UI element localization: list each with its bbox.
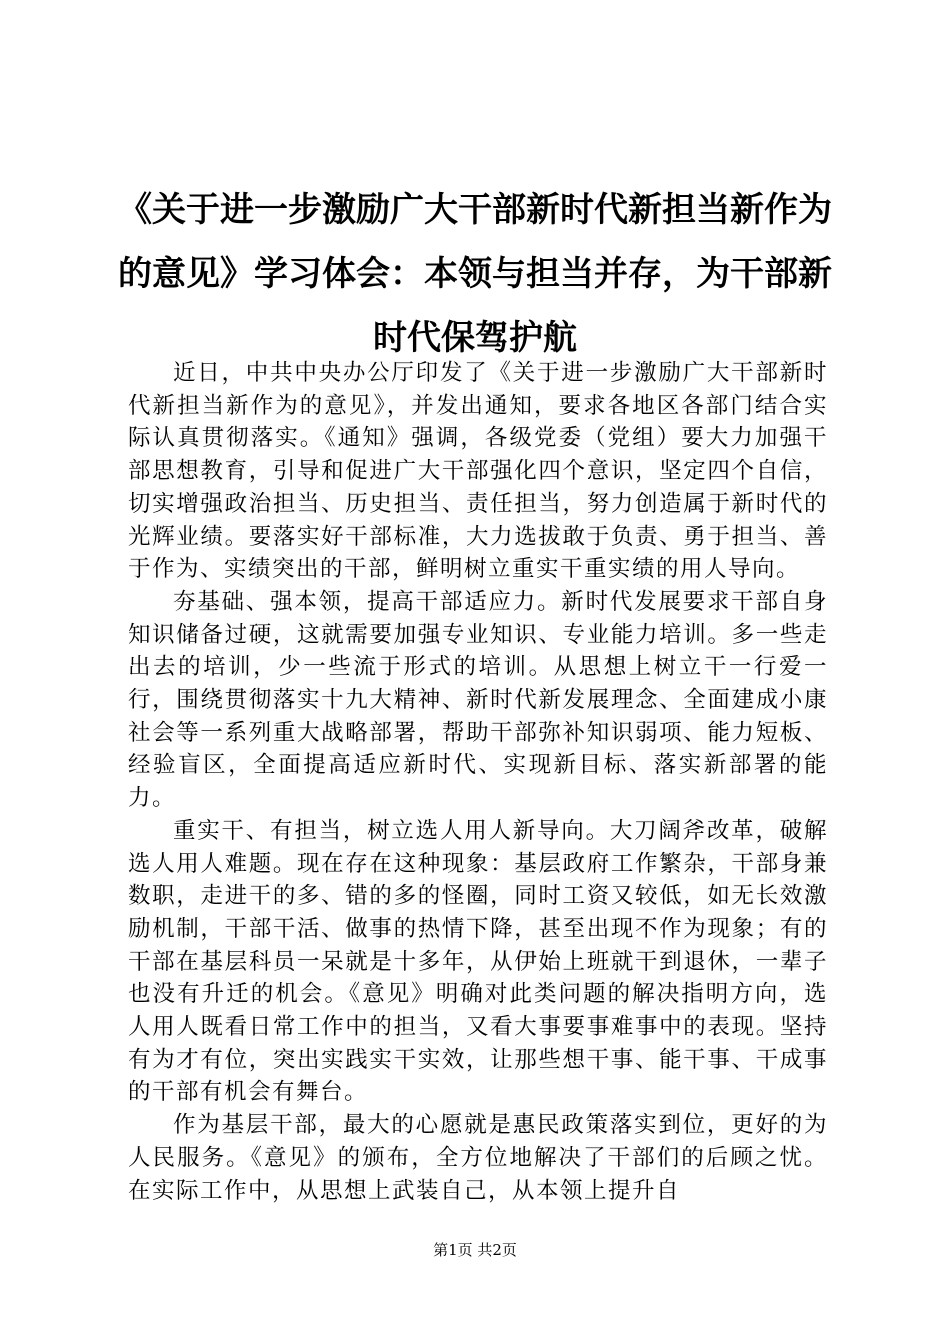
page-number-indicator: 第1页 共2页 — [433, 1241, 517, 1259]
paragraph-4: 作为基层干部，最大的心愿就是惠民政策落实到位，更好的为人民服务。《意见》的颁布，全方位地解决了干部们的后顾之忧。在实际工作中，从思想上武装自己，从本领上提升自 — [128, 1112, 828, 1204]
paragraph-3: 重实干、有担当，树立选人用人新导向。大刀阔斧改革，破解选人用人难题。现在存在这种现象：基层政府工作繁杂，干部身兼数职，走进干的多、错的多的怪圈，同时工资又较低，如无长效激励机制，干部干活、做事的热情下降，甚至出现不作为现象；有的干部在基层科员一呆就是十多年，从伊始上班就干到退休，一辈子也没有升迁的机会。《意见》明确对此类问题的解决指明方向，选人用人既看日常工作中的担当，又看大事要事难事中的表现。坚持有为才有位，突出实践实干实效，让那些想干事、能干事、干成事的干部有机会有舞台。 — [128, 817, 828, 1106]
paragraph-1: 近日，中共中央办公厅印发了《关于进一步激励广大干部新时代新担当新作为的意见》，并发出通知，要求各地区各部门结合实际认真贯彻落实。《通知》强调，各级党委（党组）要大力加强干部思想教育，引导和促进广大干部强化四个意识，坚定四个自信，切实增强政治担当、历史担当、责任担当，努力创造属于新时代的光辉业绩。要落实好干部标准，大力选拔敢于负责、勇于担当、善于作为、实绩突出的干部，鲜明树立重实干重实绩的用人导向。 — [128, 360, 828, 583]
document-title: 《关于进一步激励广大干部新时代新担当新作为的意见》学习体会：本领与担当并存，为干部新时代保驾护航 — [118, 190, 832, 358]
document-body — [128, 357, 828, 1207]
paragraph-2: 夯基础、强本领，提高干部适应力。新时代发展要求干部自身知识储备过硬，这就需要加强专业知识、专业能力培训。多一些走出去的培训，少一些流于形式的培训。从思想上树立干一行爱一行，围绕贯彻落实十九大精神、新时代新发展理念、全面建成小康社会等一系列重大战略部署，帮助干部弥补知识弱项、能力短板、经验盲区，全面提高适应新时代、实现新目标、落实新部署的能力。 — [128, 588, 828, 812]
page-footer — [0, 1240, 950, 1260]
